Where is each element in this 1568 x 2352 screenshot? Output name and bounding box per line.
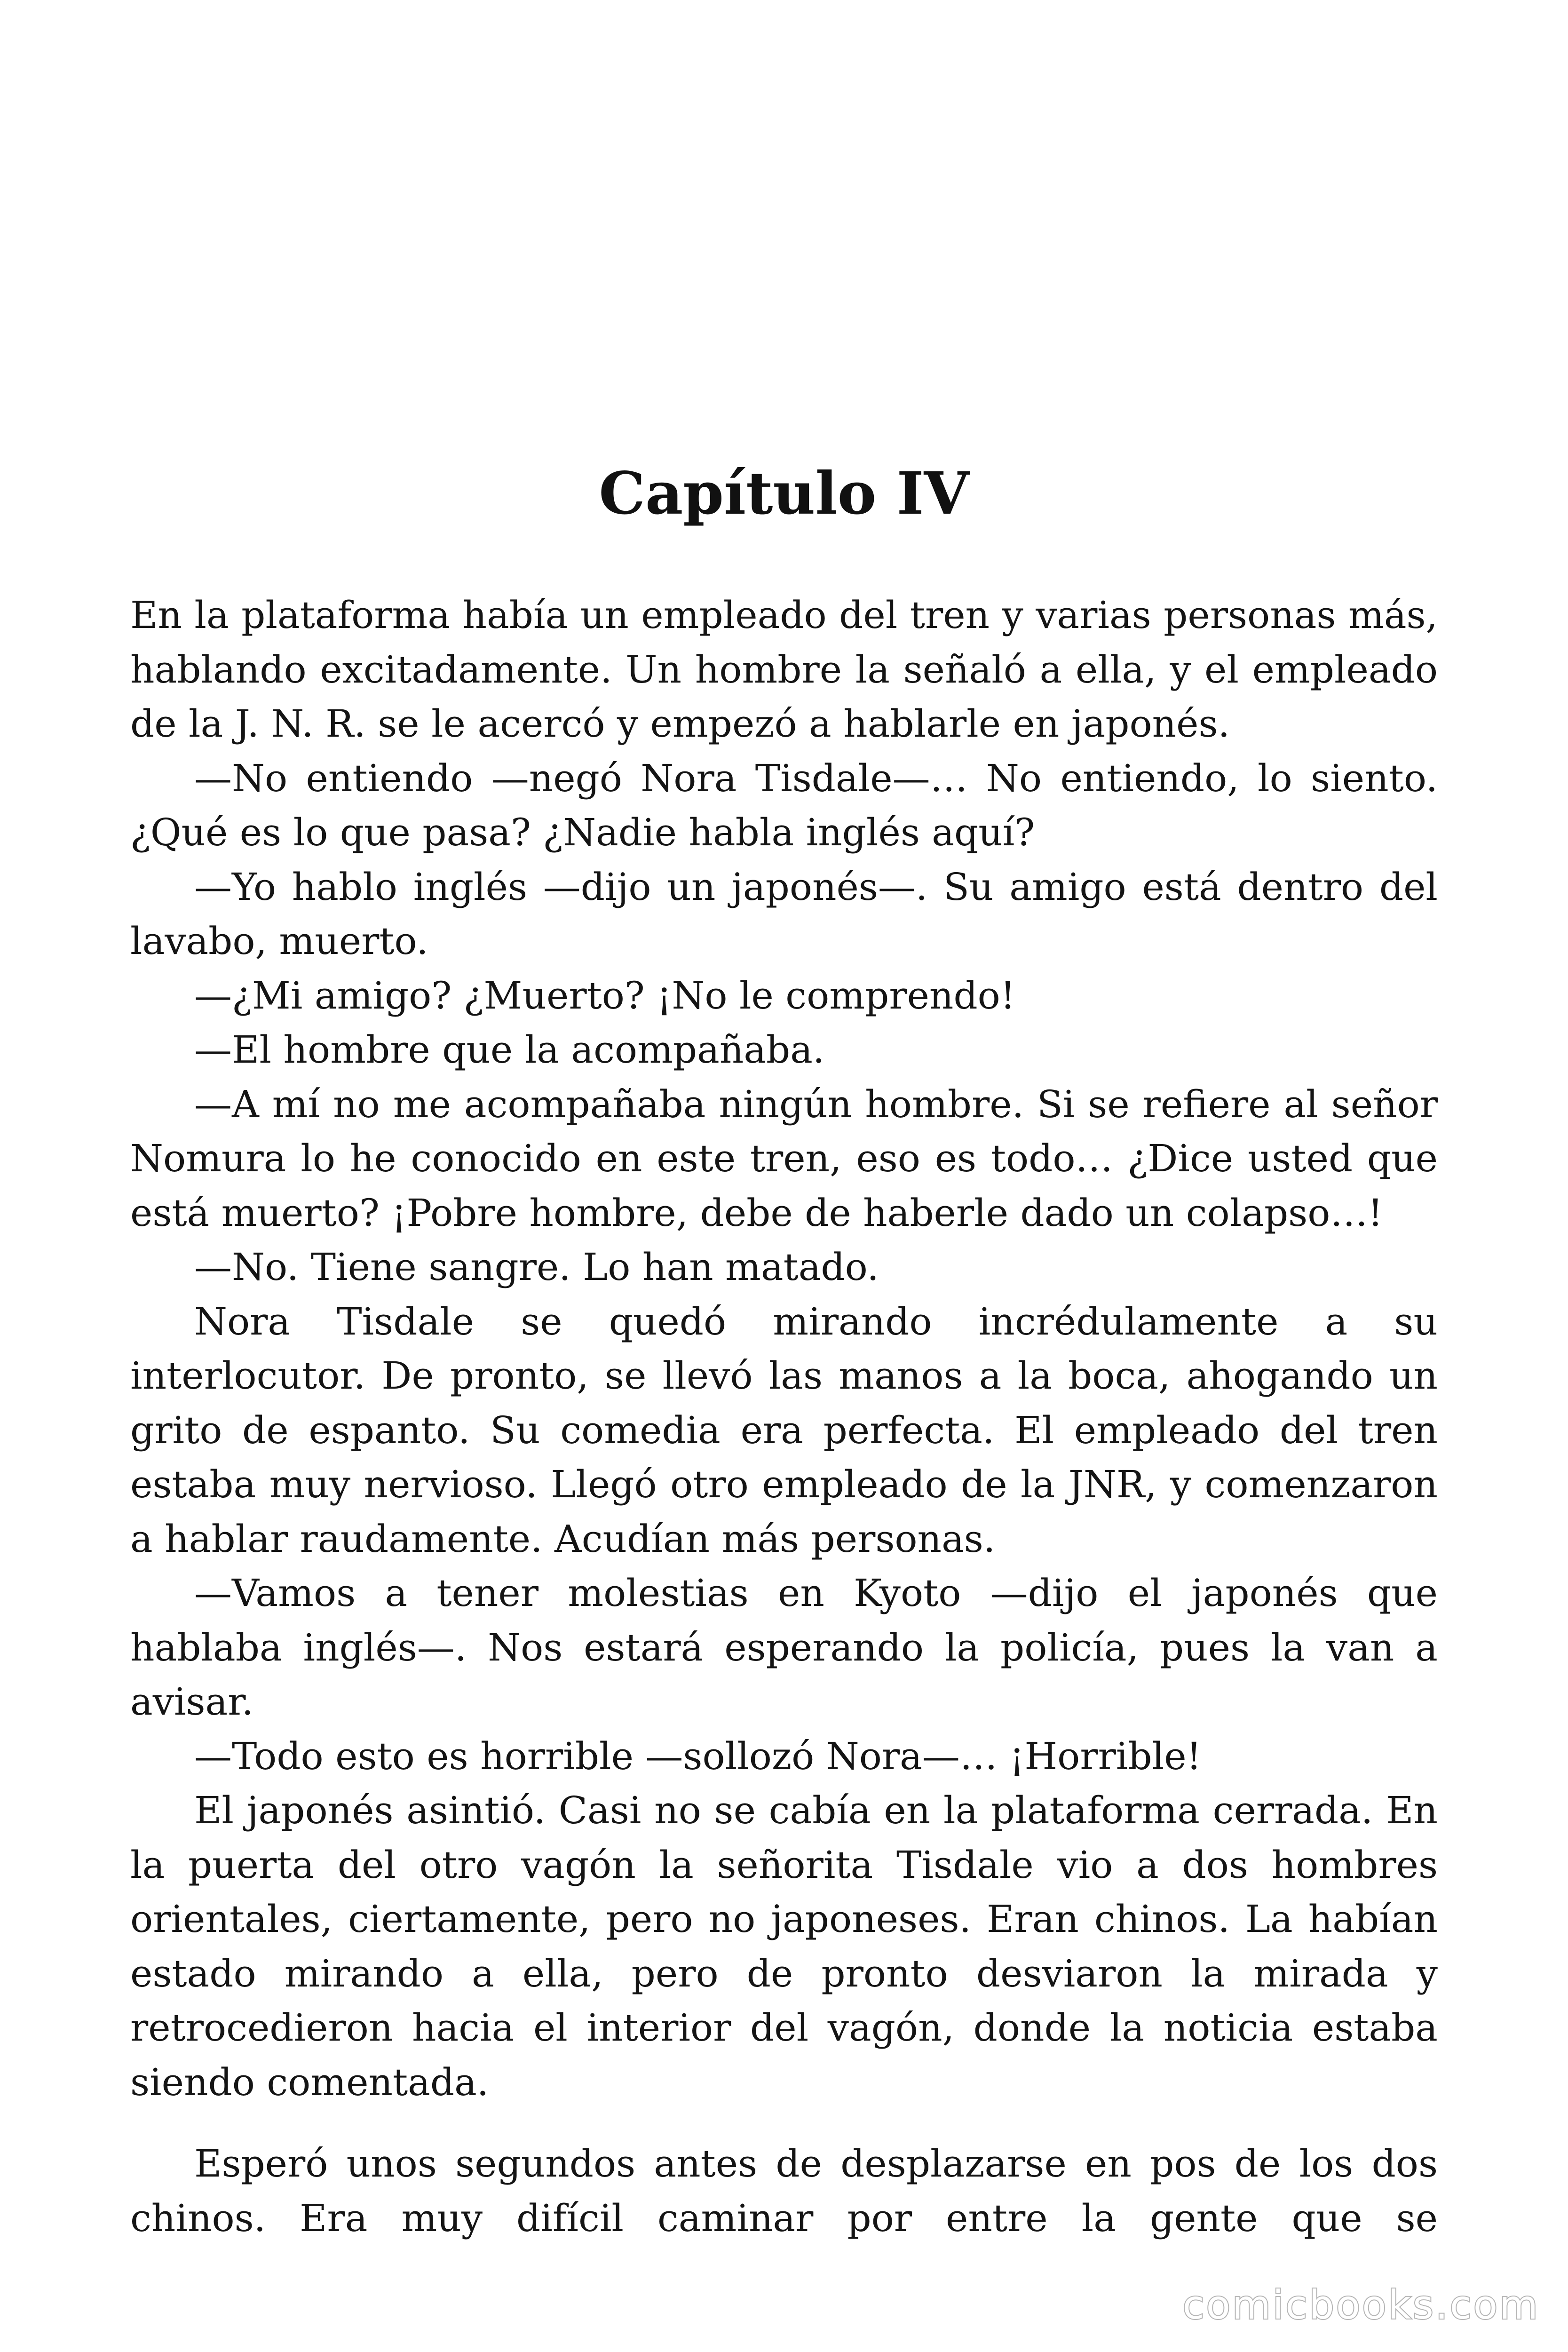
chapter-body [130, 588, 1438, 2245]
paragraph-2: —No entiendo —negó Nora Tisdale—… No entiendo, lo siento. ¿Qué es lo que pasa? ¿Nadie habla inglés aquí? [130, 756, 1438, 854]
paragraph-9: —Vamos a tener molestias en Kyoto —dijo el japonés que hablaba inglés—. Nos estará esperando la policía, pues la van a avisar. [130, 1571, 1438, 1724]
paragraph-5: —El hombre que la acompañaba. [194, 1028, 825, 1072]
paragraph-1: En la plataforma había un empleado del tren y varias personas más, hablando excitadamente. Un hombre la señaló a ella, y el empleado de la J. N. R. se le acercó y empezó a hablarle en japonés. [130, 593, 1438, 746]
chapter-title: Capítulo IV [599, 460, 969, 528]
paragraph-11: El japonés asintió. Casi no se cabía en la plataforma cerrada. En la puerta del otro vagón la señorita Tisdale vio a dos hombres orientales, ciertamente, pero no japoneses. Eran chinos. La habían estado mirando a ella, pero de pronto desviaron la mirada y retrocedieron hacia el interior del vagón, donde la noticia estaba siendo comentada. [130, 1788, 1438, 2104]
paragraph-3: —Yo hablo inglés —dijo un japonés—. Su amigo está dentro del lavabo, muerto. [130, 865, 1438, 963]
paragraph-7: —No. Tiene sangre. Lo han matado. [194, 1245, 879, 1289]
paragraph-4: —¿Mi amigo? ¿Muerto? ¡No le comprendo! [194, 973, 1015, 1017]
paragraph-6: —A mí no me acompañaba ningún hombre. Si se refiere al señor Nomura lo he conocido en este tren, eso es todo… ¿Dice usted que está muerto? ¡Pobre hombre, debe de haberle dado un colapso…! [130, 1082, 1438, 1235]
watermark-logo: comicbooks.com [1182, 2282, 1540, 2328]
paragraph-10: —Todo esto es horrible —sollozó Nora—… ¡Horrible! [194, 1734, 1202, 1778]
paragraph-8: Nora Tisdale se quedó mirando incrédulamente a su interlocutor. De pronto, se llevó las manos a la boca, ahogando un grito de espanto. Su comedia era perfecta. El empleado del tren estaba muy nervioso. Llegó otro empleado de la JNR, y comenzaron a hablar raudamente. Acudían más personas. [130, 1299, 1438, 1561]
paragraph-12: Esperó unos segundos antes de desplazarse en pos de los dos chinos. Era muy difícil caminar por entre la gente que se [130, 2142, 1438, 2240]
